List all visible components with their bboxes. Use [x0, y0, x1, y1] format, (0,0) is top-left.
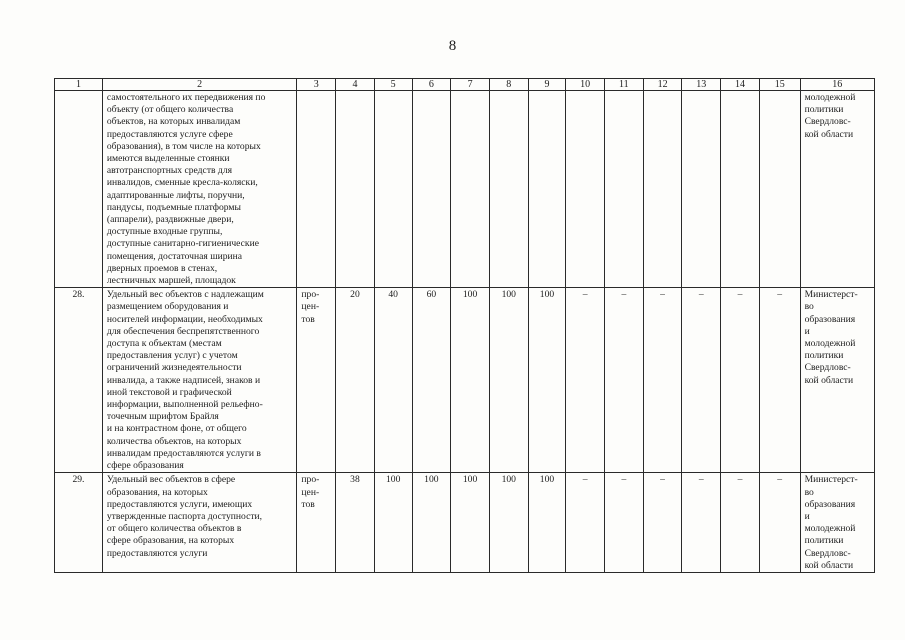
value-cell: – — [605, 288, 644, 473]
indicator-text: самостоятельного их передвижения по объекту (от общего количества объектов, на которых инвалидам предоставляются услуге сфере образования), в том числе на которых имеются выделенные стоянки автотранспортных средств для инвалидов, сменные кресла-коляски, адаптированные лифты, поручни, пандусы, подъемные платформы (аппарели), раздвижные двери, доступные входные группы, доступные санитарно-гигиенические помещения, достаточная ширина дверных проемов в стенах, лестничных маршей, площадок — [102, 91, 297, 288]
value-cell: – — [605, 473, 644, 573]
column-header: 12 — [643, 79, 682, 91]
row-number — [55, 91, 103, 288]
value-cell: 100 — [451, 288, 490, 473]
value-cell: 100 — [489, 288, 528, 473]
value-cell — [605, 91, 644, 288]
value-cell: – — [643, 288, 682, 473]
indicators-table — [54, 78, 875, 573]
column-header: 6 — [412, 79, 451, 91]
unit-cell: про- цен- тов — [297, 288, 336, 473]
responsible-cell: молодежной политики Свердловс- кой области — [800, 91, 874, 288]
value-cell: 100 — [489, 473, 528, 573]
table-row-29 — [55, 473, 875, 573]
value-cell — [528, 91, 566, 288]
row-number: 29. — [55, 473, 103, 573]
unit-cell — [297, 91, 336, 288]
indicator-text: Удельный вес объектов с надлежащим размещением оборудования и носителей информации, необходимых для обеспечения беспрепятственного доступа к объектам (местам предоставления услуг) с учетом ограничений жизнедеятельности инвалида, а также надписей, знаков и иной текстовой и графической информации, выполненной рельефно- точечным шрифтом Брайля и на контрастном фоне, от общего количества объектов, на которых инвалидам предоставляются услуги в сфере образования — [102, 288, 297, 473]
value-cell — [336, 91, 375, 288]
value-cell — [489, 91, 528, 288]
column-header: 2 — [102, 79, 297, 91]
responsible-cell: Министерст- во образования и молодежной политики Свердловс- кой области — [800, 288, 874, 473]
value-cell: – — [682, 473, 721, 573]
column-header: 5 — [374, 79, 412, 91]
column-header: 16 — [800, 79, 874, 91]
column-header: 13 — [682, 79, 721, 91]
value-cell: 100 — [528, 473, 566, 573]
value-cell: – — [721, 473, 760, 573]
value-cell: 38 — [336, 473, 375, 573]
value-cell: – — [759, 473, 800, 573]
column-header: 9 — [528, 79, 566, 91]
value-cell: – — [721, 288, 760, 473]
value-cell: 20 — [336, 288, 375, 473]
column-header: 10 — [566, 79, 605, 91]
value-cell: – — [643, 473, 682, 573]
column-header: 7 — [451, 79, 490, 91]
column-header: 14 — [721, 79, 760, 91]
value-cell: – — [566, 473, 605, 573]
indicator-text: Удельный вес объектов в сфере образования, на которых предоставляются услуги, имеющих утвержденные паспорта доступности, от общего количества объектов в сфере образования, на которых предоставляются услуги — [102, 473, 297, 573]
value-cell — [412, 91, 451, 288]
value-cell: – — [759, 288, 800, 473]
value-cell — [451, 91, 490, 288]
value-cell — [759, 91, 800, 288]
column-header: 11 — [605, 79, 644, 91]
value-cell: – — [566, 288, 605, 473]
value-cell: 100 — [412, 473, 451, 573]
page-number: 8 — [448, 38, 457, 54]
value-cell: – — [682, 288, 721, 473]
column-header: 15 — [759, 79, 800, 91]
table-row-28 — [55, 288, 875, 473]
responsible-cell: Министерст- во образования и молодежной политики Свердловс- кой области — [800, 473, 874, 573]
unit-cell: про- цен- тов — [297, 473, 336, 573]
table-row-continuation — [55, 91, 875, 288]
value-cell: 60 — [412, 288, 451, 473]
value-cell: 40 — [374, 288, 412, 473]
value-cell — [643, 91, 682, 288]
column-header: 1 — [55, 79, 103, 91]
value-cell: 100 — [528, 288, 566, 473]
column-header: 3 — [297, 79, 336, 91]
column-number-row — [55, 79, 875, 91]
column-header: 4 — [336, 79, 375, 91]
value-cell: 100 — [374, 473, 412, 573]
value-cell — [374, 91, 412, 288]
value-cell — [721, 91, 760, 288]
column-header: 8 — [489, 79, 528, 91]
value-cell — [682, 91, 721, 288]
row-number: 28. — [55, 288, 103, 473]
value-cell: 100 — [451, 473, 490, 573]
value-cell — [566, 91, 605, 288]
